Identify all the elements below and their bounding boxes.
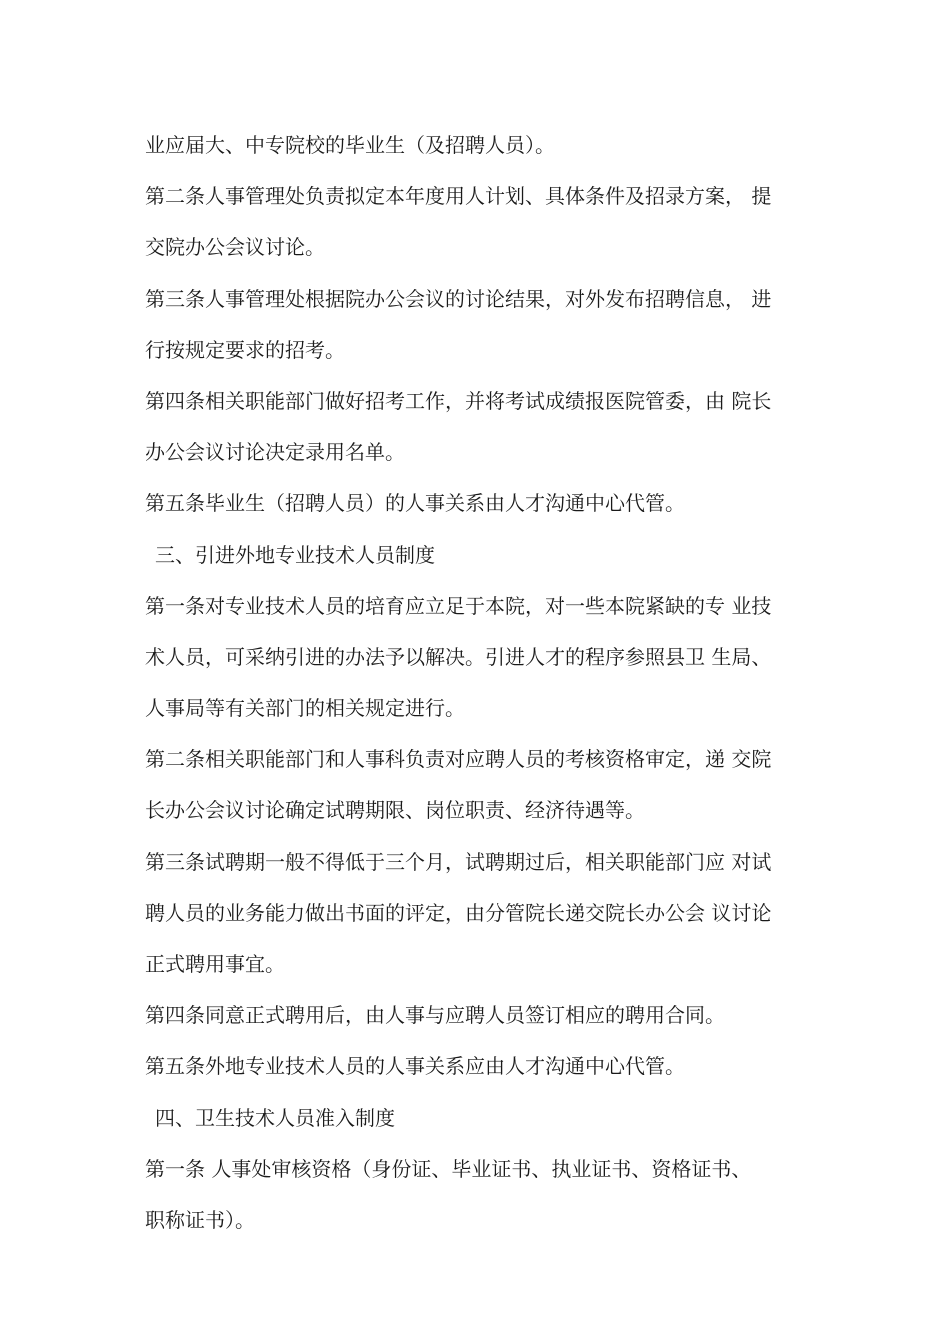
text-line: 术人员，可采纳引进的办法予以解决。引进人才的程序参照县卫 生局、: [145, 644, 772, 669]
text-line: 第一条对专业技术人员的培育应立足于本院，对一些本院紧缺的专 业技: [145, 593, 772, 618]
text-line: 第三条人事管理处根据院办公会议的讨论结果，对外发布招聘信息， 进: [145, 286, 772, 311]
text-line: 第五条毕业生（招聘人员）的人事关系由人才沟通中心代管。: [145, 491, 685, 516]
text-line: 第四条同意正式聘用后，由人事与应聘人员签订相应的聘用合同。: [145, 1003, 725, 1028]
text-line: 交院办公会议讨论。: [145, 235, 325, 260]
text-line: 第四条相关职能部门做好招考工作，并将考试成绩报医院管委，由 院长: [145, 388, 772, 413]
text-line: 行按规定要求的招考。: [145, 337, 345, 362]
text-line: 职称证书）。: [145, 1207, 255, 1232]
text-line: [145, 175, 819, 226]
text-line: 第五条外地专业技术人员的人事关系应由人才沟通中心代管。: [145, 1054, 685, 1079]
section-heading: 三、引进外地专业技术人员制度: [155, 542, 435, 567]
text-line: 长办公会议讨论确定试聘期限、岗位职责、经济待遇等。: [145, 798, 645, 823]
text-line: 人事局等有关部门的相关规定进行。: [145, 696, 465, 721]
document-body: [145, 124, 825, 1250]
text-line: 办公会议讨论决定录用名单。: [145, 440, 405, 465]
text-line: 第一条 人事处审核资格（身份证、毕业证书、执业证书、资格证书、: [145, 1156, 752, 1181]
text-line: 第二条人事管理处负责拟定本年度用人计划、具体条件及招录方案， 提: [145, 184, 772, 209]
text-line: 业应届大、中专院校的毕业生（及招聘人员）。: [145, 133, 555, 157]
section-heading: 四、卫生技术人员准入制度: [155, 1105, 395, 1130]
text-line: 第二条相关职能部门和人事科负责对应聘人员的考核资格审定，递 交院: [145, 747, 772, 772]
text-line: 聘人员的业务能力做出书面的评定，由分管院长递交院长办公会 议讨论: [145, 900, 772, 925]
text-line: 第三条试聘期一般不得低于三个月，试聘期过后，相关职能部门应 对试: [145, 849, 772, 874]
text-line: 正式聘用事宜。: [145, 952, 285, 976]
